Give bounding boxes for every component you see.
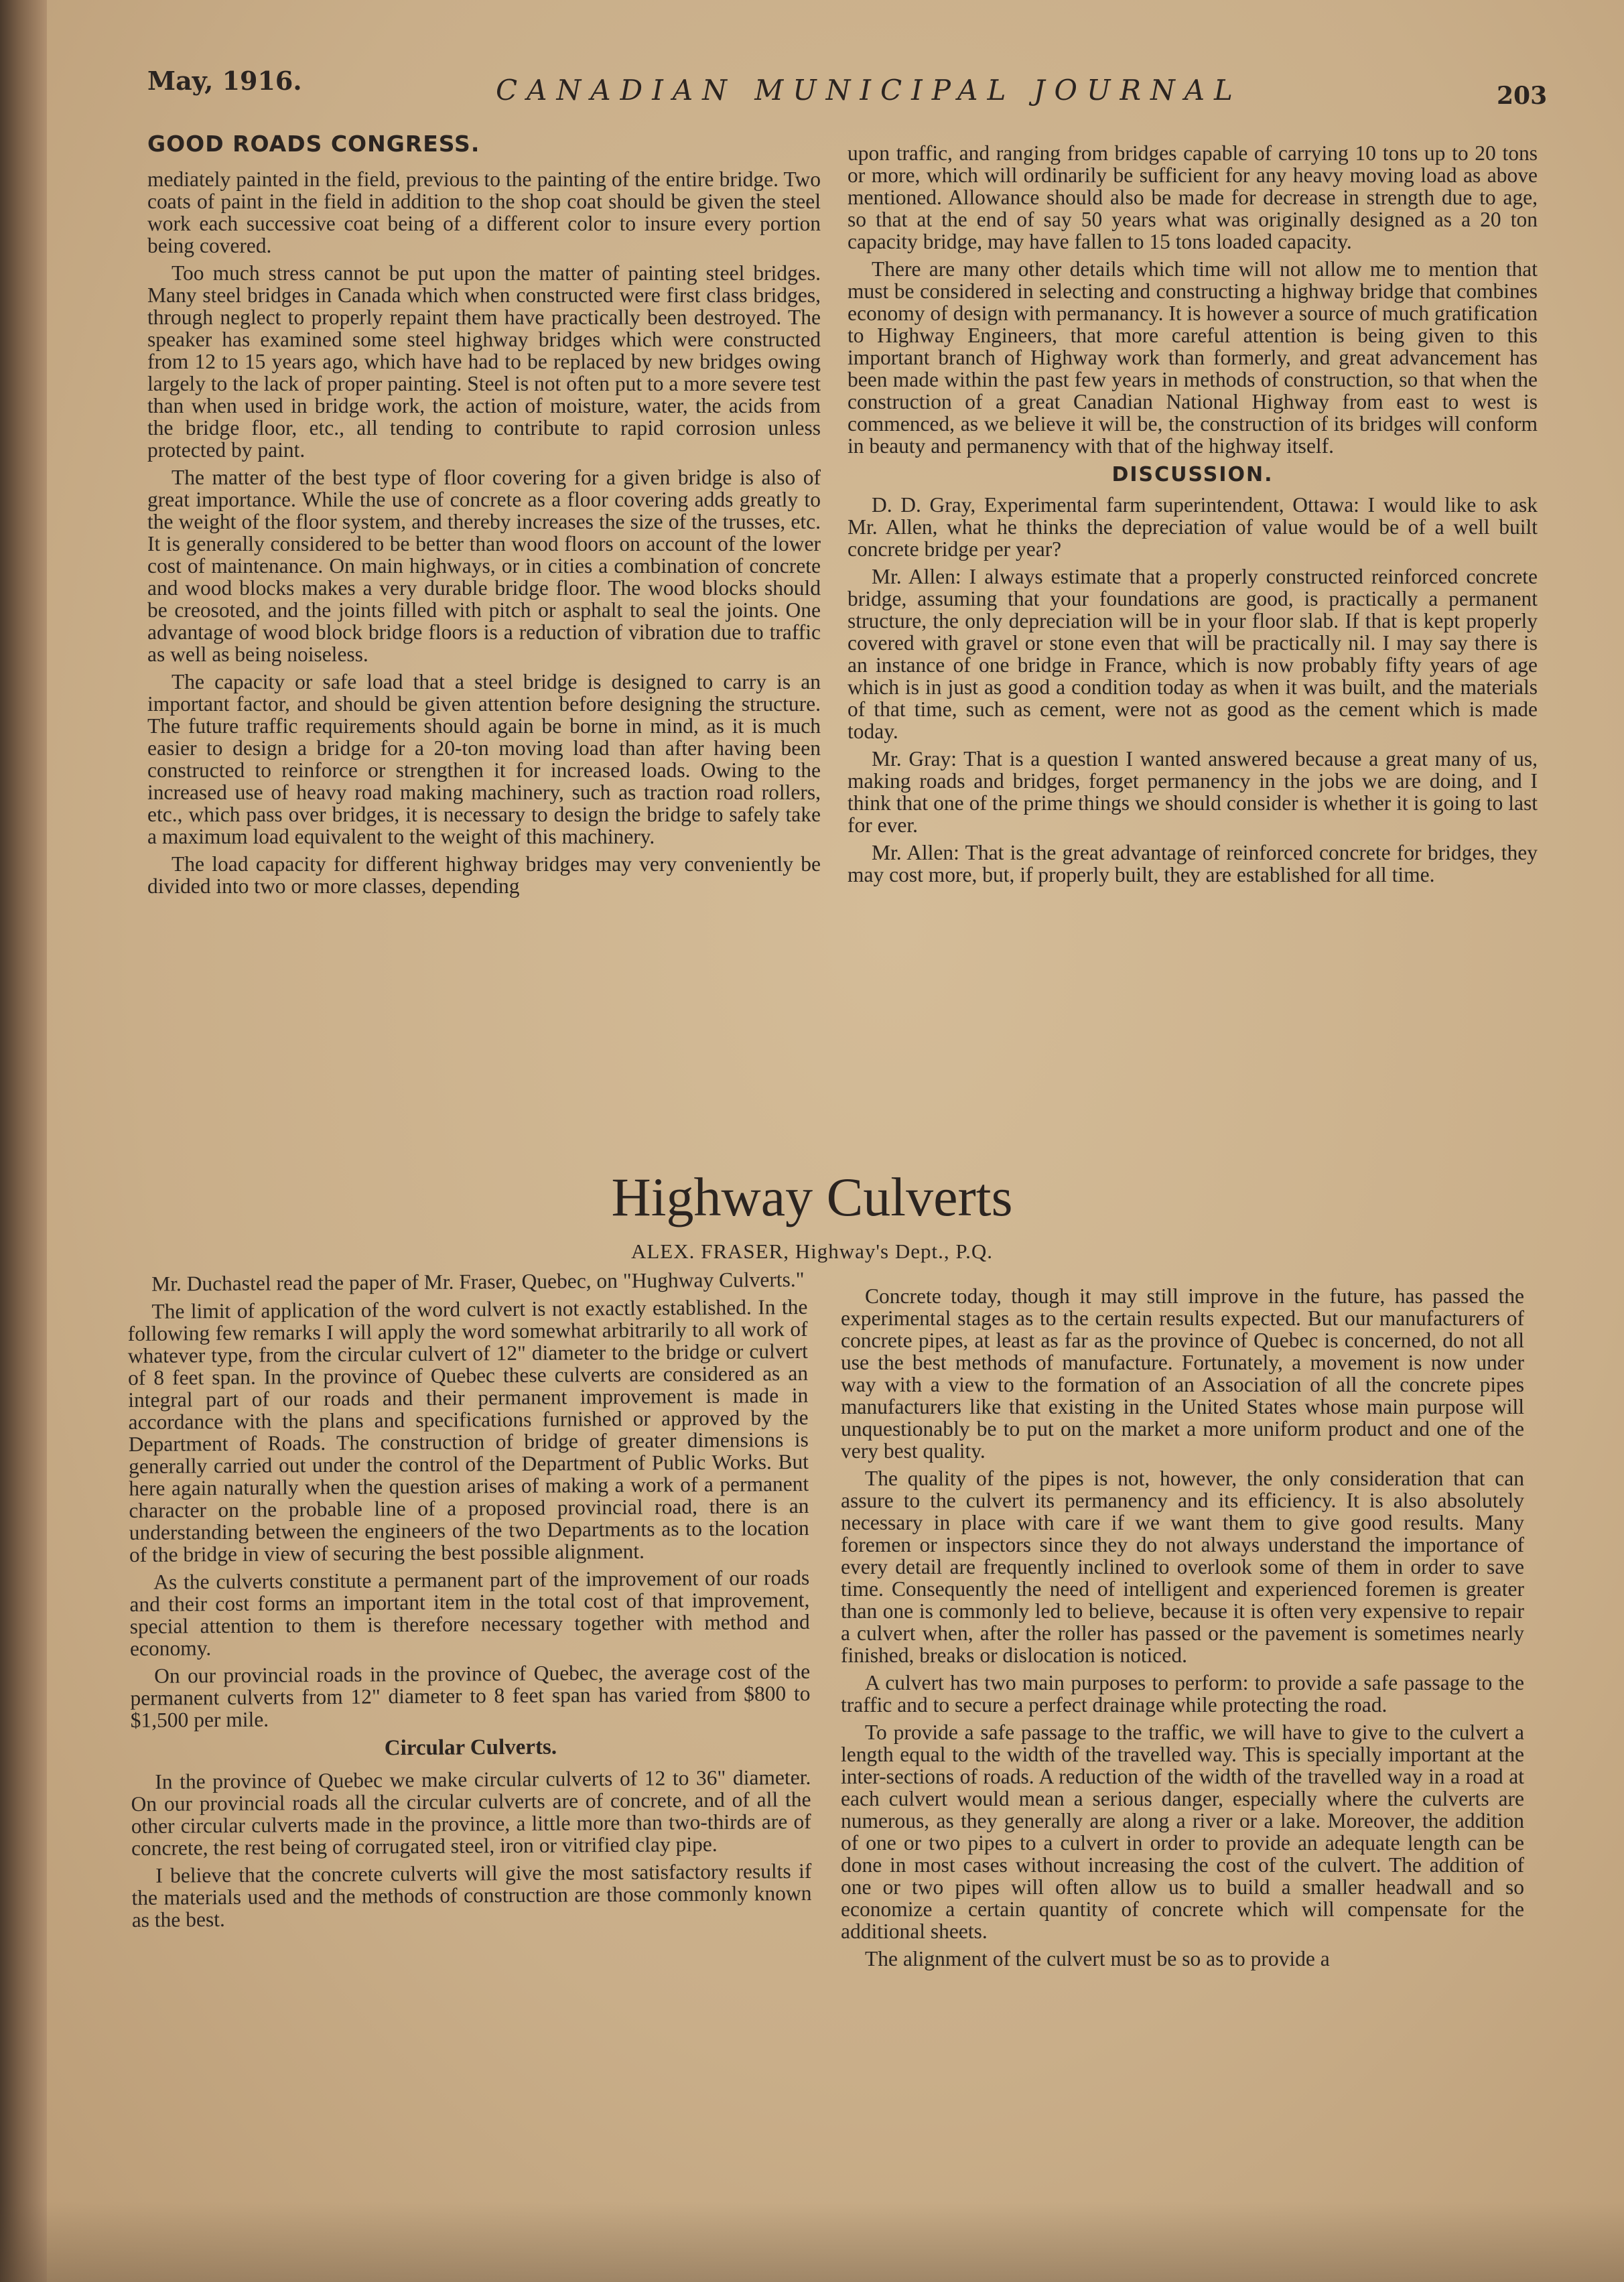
journal-title: CANADIAN MUNICIPAL JOURNAL	[496, 74, 1242, 107]
lower-left-column	[127, 1268, 812, 1936]
paragraph: The load capacity for different highway bridges may very conveniently be divided into two or more classes, depending	[147, 852, 821, 898]
paragraph: The quality of the pipes is not, however, the only consideration that can assure to the culvert its permanency and its efficiency. It is also absolutely necessary in place with care if we want them to give good results. Many foremen or inspectors since they do not always understand the importance of every detail are frequently inclined to overlook some of them in order to save time. Consequently the need of intelligent and experienced foremen is greater than one is commonly led to believe, because it is often very expensive to repair a culvert when, after the roller has passed or the pavement is sometimes nearly finished, breaks or dislocation is noticed.	[841, 1467, 1524, 1667]
discussion-paragraph: Mr. Gray: That is a question I wanted answered because a great many of us, making roads and bridges, forget permanency in the jobs we are doing, and I think that one of the prime things we should consider is whether it is going to last for ever.	[848, 747, 1538, 837]
circular-culverts-heading: Circular Culverts.	[384, 1735, 557, 1761]
paragraph: mediately painted in the field, previous to the painting of the entire bridge. Two coats of paint in the field in addition to the shop coat should be given the steel work each successive coat being of a different color to insure every portion being covered.	[147, 167, 821, 257]
paragraph: The limit of application of the word culvert is not exactly established. In the following few remarks I will apply the word somewhat arbitrarily to all work of whatever type, from the circular culvert of 12" diameter to the bridge or culvert of 8 feet span. In the province of Quebec these culverts are considered as an integral part of our roads and their permanent improvement is made in accordance with the plans and specifications furnished or approved by the Department of Roads. The construction of bridge of greater dimensions is generally carried out under the control of the Department of Public Works. But here again naturally when the question arises of making a work of a permanent character on the probable line of a proposed provincial road, there is an understanding between the engineers of the two Departments as to the location of the bridge in view of securing the best possible alignment.	[127, 1294, 809, 1566]
paragraph: To provide a safe passage to the traffic, we will have to give to the culvert a length equal to the width of the travelled way. This is specially important at the inter-sections of roads. A reduction of the width of the travelled way in a road at each culvert would mean a serious danger, especially where the culverts are numerous, as they generally are along a river or a lake. Moreover, the addition of one or two pipes to a culvert in order to provide an adequate length can be done in most cases without increasing the cost of the culvert. The addition of one or two pipes will often allow us to build a smaller headwall and so economize a certain quantity of concrete which will compensate for the additional sheets.	[841, 1721, 1524, 1943]
paragraph: The alignment of the culvert must be so as to provide a	[865, 1947, 1330, 1970]
page-number: 203	[1497, 82, 1548, 110]
discussion-heading: DISCUSSION.	[1111, 463, 1274, 486]
upper-right-column	[848, 142, 1538, 891]
paragraph: In the province of Quebec we make circular culverts of 12 to 36" diameter. On our provincial roads all the circular culverts are of concrete, and of all the other circular culverts made in the province, a little more than two-thirds are of concrete, the rest being of corrugated steel, iron or vitrified clay pipe.	[131, 1765, 811, 1860]
lower-right-column	[841, 1285, 1524, 1975]
paragraph: Too much stress cannot be put upon the matter of painting steel bridges. Many steel bridges in Canada which when constructed were first class bridges, through neglect to properly repaint them have practically been destroyed. The speaker has examined some steel highway bridges which were constructed from 12 to 15 years ago, which have had to be replaced by new bridges owing largely to the lack of proper painting. Steel is not often put to a more severe test than when used in bridge work, the action of moisture, water, the acids from the bridge floor, etc., all tending to contribute to rapid corrosion unless protected by paint.	[147, 261, 821, 462]
paragraph: Concrete today, though it may still improve in the future, has passed the experimental stages as to the certain results expected. But our manufacturers of concrete pipes, at least as far as the province of Quebec is concerned, do not all use the best methods of manufacture. Fortunately, a movement is now under way with a view to the formation of an Association of all the concrete pipes manufacturers like that existing in the United States whose main purpose will unquestionably be to put on the market a more uniform product and one of the very best quality.	[841, 1284, 1524, 1463]
article-byline: ALEX. FRASER, Highway's Dept., P.Q.	[630, 1239, 994, 1263]
discussion-paragraph: Mr. Allen: That is the great advantage of reinforced concrete for bridges, they may cost more, but, if properly built, they are established for all time.	[848, 841, 1538, 886]
paragraph: There are many other details which time will not allow me to mention that must be considered in selecting and constructing a highway bridge that combines economy of design with permanancy. It is however a source of much gratification to Highway Engineers, that more careful attention is being given to this important branch of Highway work than formerly, and great advancement has been made within the past few years in methods of construction, so that when the construction of a great Canadian National Highway from east to west is commenced, as we believe it will be, the construction of its bridges will conform in beauty and permanency with that of the highway itself.	[848, 257, 1538, 458]
paragraph: upon traffic, and ranging from bridges capable of carrying 10 tons up to 20 tons or more, which will ordinarily be sufficient for any heavy moving load as above mentioned. Allowance should also be made for decrease in strength due to age, so that at the end of say 50 years what was originally designed as a 20 ton capacity bridge, may have fallen to 15 tons loaded capacity.	[848, 141, 1538, 253]
paragraph: I believe that the concrete culverts will give the most satisfactory results if the materials used and the methods of construction are those commonly known as the best.	[131, 1859, 812, 1932]
paragraph: A culvert has two main purposes to perform: to provide a safe passage to the traffic and to secure a perfect drainage while protecting the road.	[841, 1671, 1524, 1717]
section-title: GOOD ROADS CONGRESS.	[147, 131, 480, 157]
discussion-paragraph: D. D. Gray, Experimental farm superintendent, Ottawa: I would like to ask Mr. Allen, what he thinks the depreciation of value would be of a well built concrete bridge per year?	[848, 493, 1538, 561]
paragraph: On our provincial roads in the province of Quebec, the average cost of the permanent culverts from 12" diameter to 8 feet span has varied from $800 to $1,500 per mile.	[130, 1659, 811, 1732]
binding-spine	[0, 0, 47, 2282]
upper-left-column	[147, 131, 821, 902]
paragraph: The capacity or safe load that a steel bridge is designed to carry is an important factor, and should be given attention before designing the structure. The future traffic requirements should again be borne in mind, as it is much easier to design a bridge for a 20-ton moving load than after having been constructed to reinforce or strengthen it for increased loads. Owing to the increased use of heavy road making machinery, such as traction road rollers, etc., which pass over bridges, it is necessary to design the bridge to safely take a maximum load equivalent to the weight of this machinery.	[147, 670, 821, 848]
article-title: Highway Culverts	[611, 1166, 1013, 1227]
page-shadow	[0, 2202, 1624, 2282]
paragraph: Mr. Duchastel read the paper of Mr. Fraser, Quebec, on "Hughway Culverts."	[151, 1267, 805, 1296]
header-date: May, 1916.	[147, 66, 302, 96]
paragraph: As the culverts constitute a permanent part of the improvement of our roads and their cost forms an important item in the total cost of that improvement, special attention to them is therefore necessary together with method and economy.	[129, 1565, 810, 1660]
discussion-paragraph: Mr. Allen: I always estimate that a properly constructed reinforced concrete bridge, assuming that your foundations are good, is practically a permanent structure, the only depreciation will be in your floor slab. If that is kept properly covered with gravel or stone even that will be practically nil. I may say there is an instance of one bridge in France, which is now probably fifty years of age which is in just as good a condition today as when it was built, and the materials of that time, such as cement, were not as good as the cement which is made today.	[848, 565, 1538, 743]
paragraph: The matter of the best type of floor covering for a given bridge is also of great importance. While the use of concrete as a floor covering adds greatly to the weight of the floor system, and thereby increases the size of the trusses, etc. It is generally considered to be better than wood floors on account of the lower cost of maintenance. On main highways, or in cities a combination of concrete and wood blocks makes a very durable bridge floor. The wood blocks should be creosoted, and the joints filled with pitch or asphalt to seal the joints. One advantage of wood block bridge floors is a reduction of vibration due to traffic as well as being noiseless.	[147, 466, 821, 666]
